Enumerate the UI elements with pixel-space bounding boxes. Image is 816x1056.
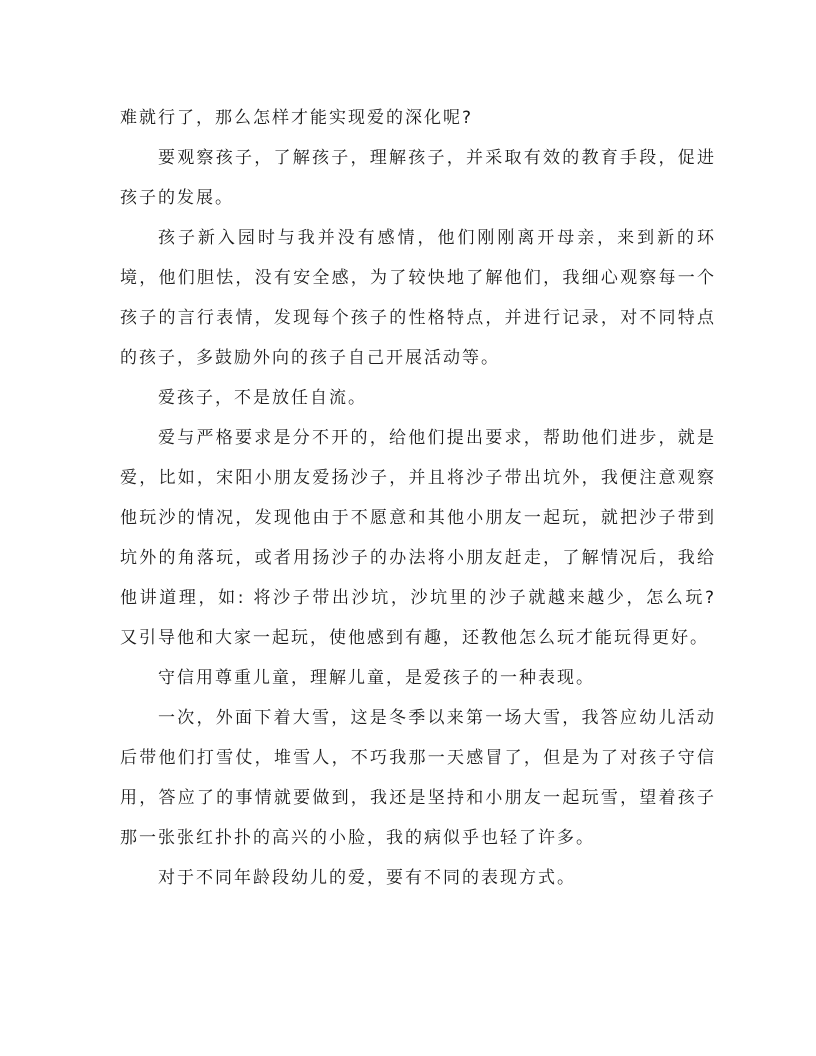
paragraph-observe-children: 要观察孩子，了解孩子，理解孩子，并采取有效的教育手段，促进孩子的发展。 — [120, 148, 716, 208]
paragraph-not-laissez-faire: 爱孩子，不是放任自流。 — [158, 388, 367, 408]
paragraph-new-children: 孩子新入园时与我并没有感情，他们刚刚离开母亲，来到新的环境，他们胆怯，没有安全感，为了较快地了解他们，我细心观察每一个孩子的言行表情，发现每个孩子的性格特点，并进行记录，对不同特点的孩子，多鼓励外向的孩子自己开展活动等。 — [120, 228, 716, 368]
paragraph-continuation: 难就行了，那么怎样才能实现爱的深化呢? — [120, 108, 474, 128]
paragraph-keep-promise: 守信用尊重儿童，理解儿童，是爱孩子的一种表现。 — [158, 668, 595, 688]
paragraph-strict-requirements: 爱与严格要求是分不开的，给他们提出要求，帮助他们进步，就是爱，比如，宋阳小朋友爱扬沙子，并且将沙子带出坑外，我便注意观察他玩沙的情况，发现他由于不愿意和其他小朋友一起玩，就把沙子带到坑外的角落玩，或者用扬沙子的办法将小朋友赶走，了解情况后，我给他讲道理，如: 将沙子带出沙坑，沙坑里的沙子就越来越少，怎么玩?又引导他和大家一起玩，使他感到有趣，还教他怎么玩才能玩得更好。 — [120, 428, 716, 648]
paragraph-different-ages: 对于不同年龄段幼儿的爱，要有不同的表现方式。 — [158, 868, 576, 888]
paragraph-snow-day: 一次，外面下着大雪，这是冬季以来第一场大雪，我答应幼儿活动后带他们打雪仗，堆雪人，不巧我那一天感冒了，但是为了对孩子守信用，答应了的事情就要做到，我还是坚持和小朋友一起玩雪，望着孩子那一张张红扑扑的高兴的小脸，我的病似乎也轻了许多。 — [120, 708, 716, 848]
